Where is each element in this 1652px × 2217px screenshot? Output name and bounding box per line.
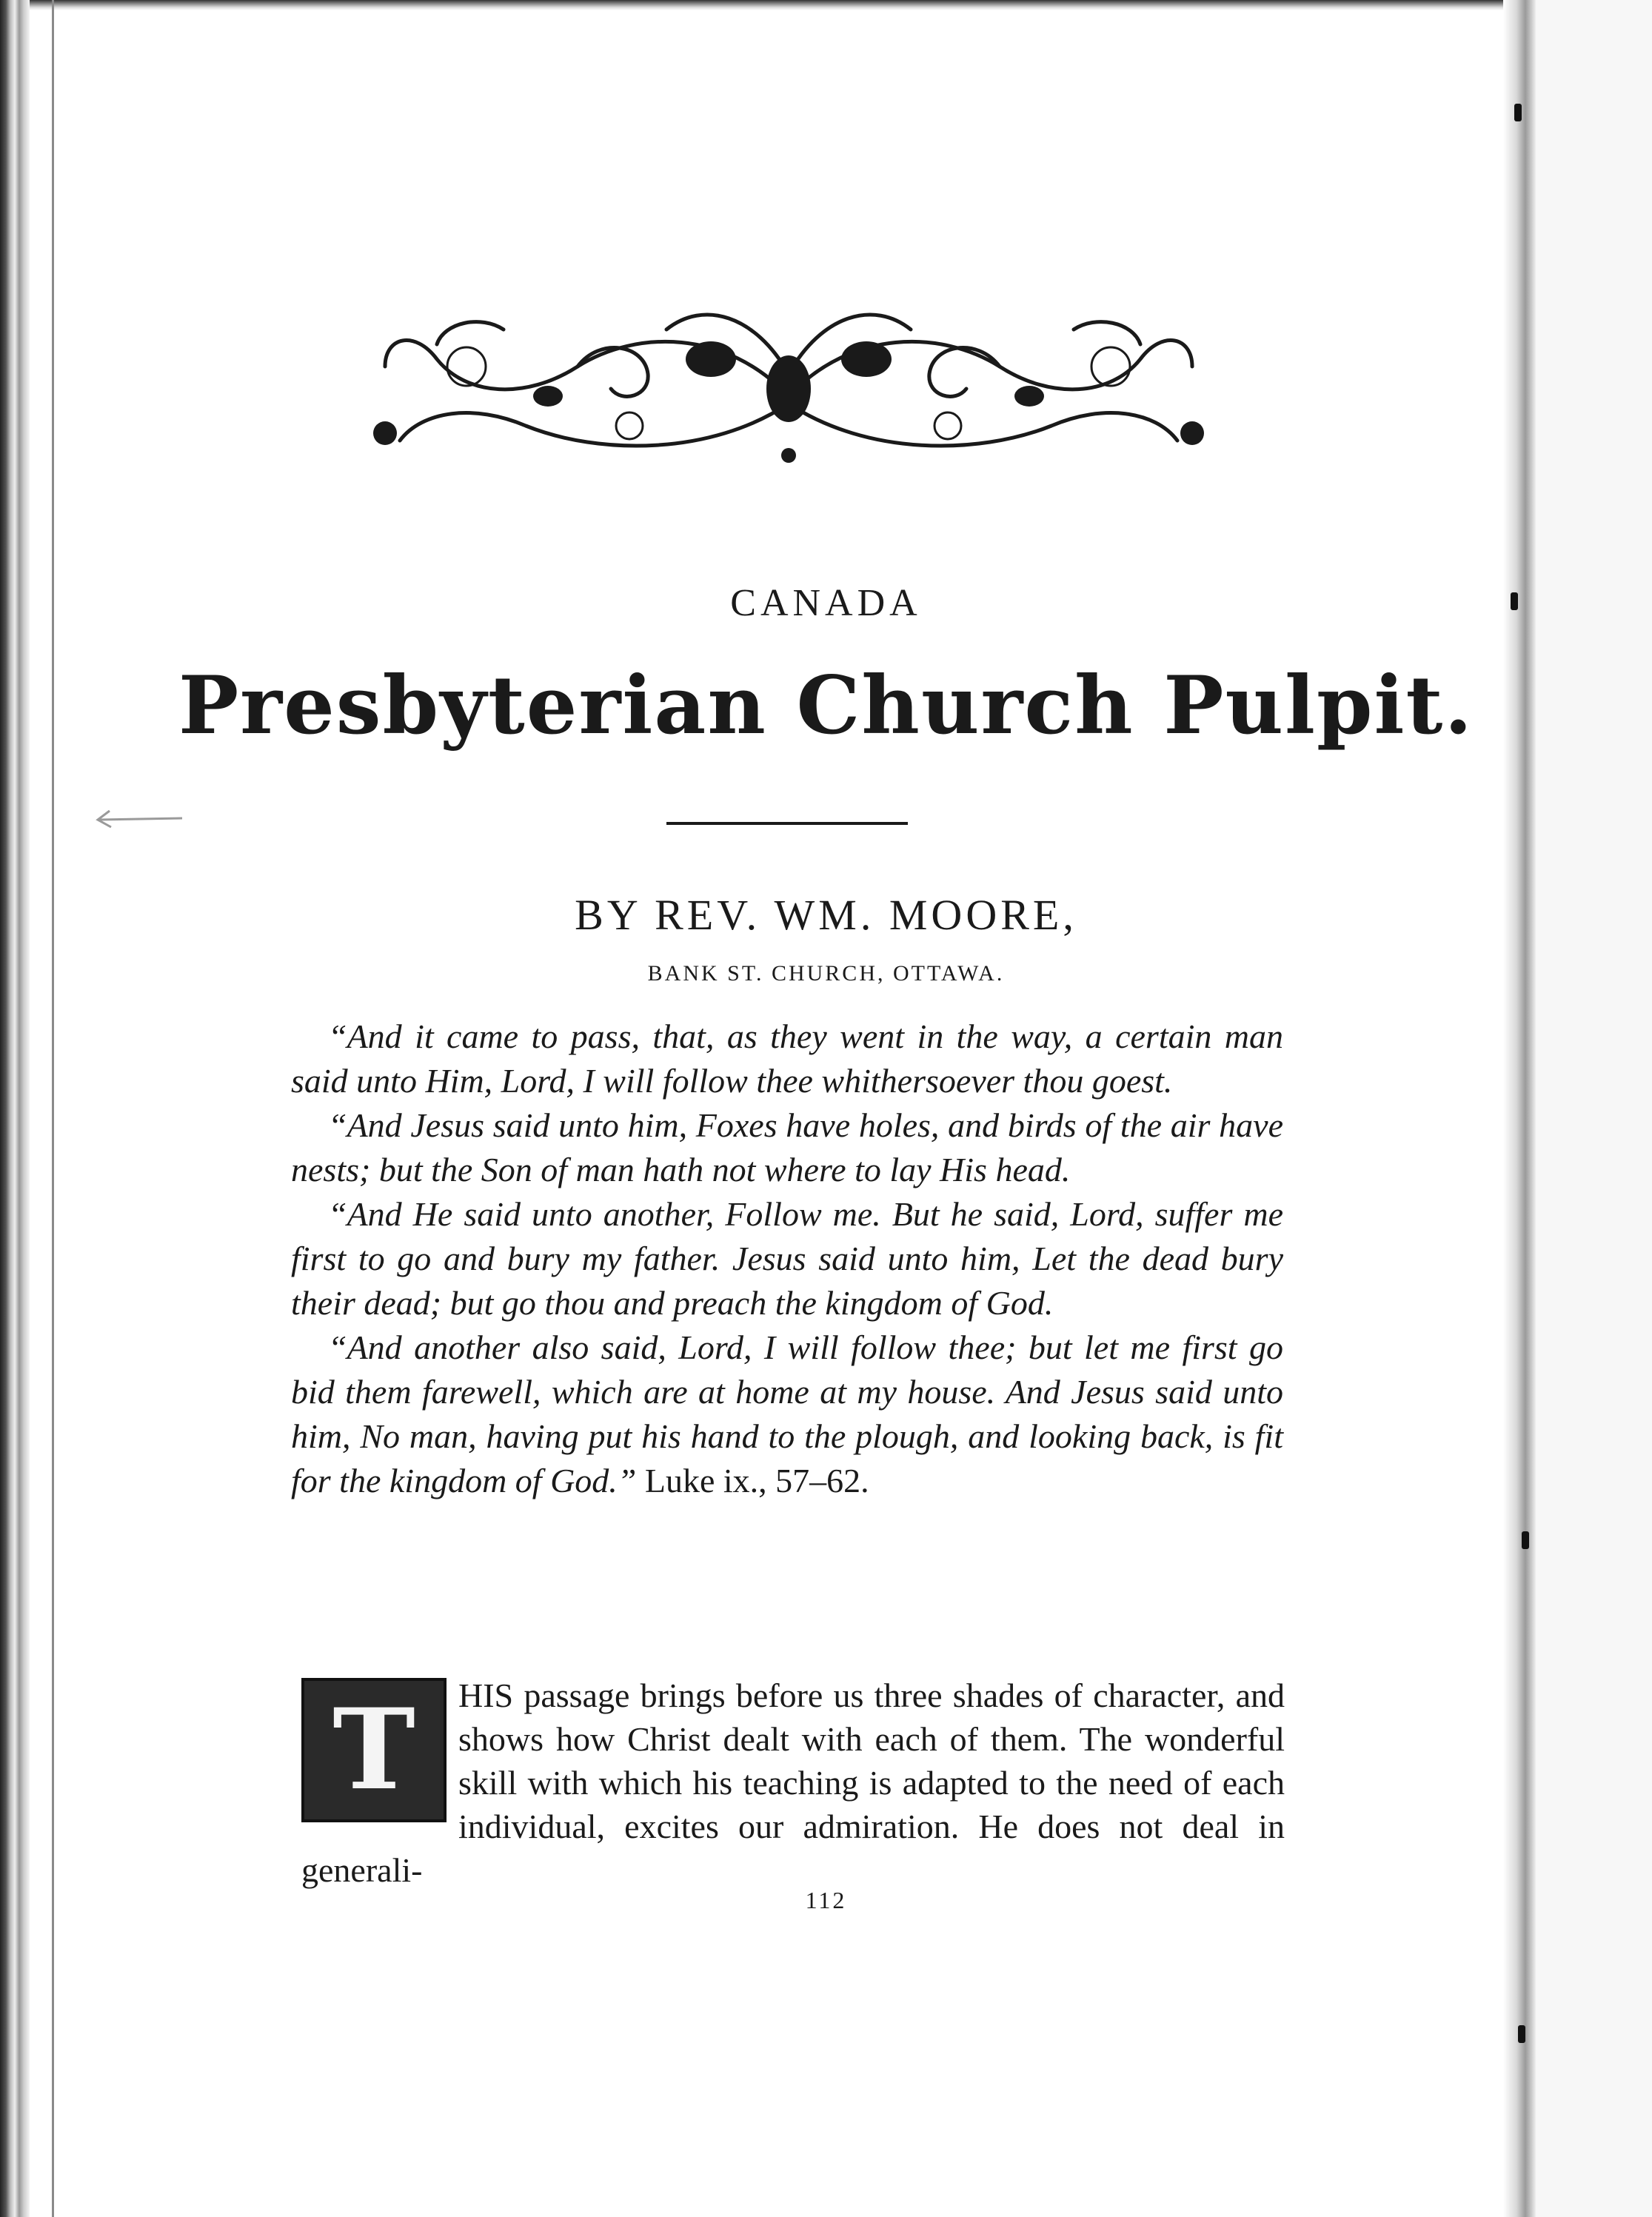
sermon-body-paragraph: [301, 1673, 1285, 1892]
author-byline: BY REV. WM. MOORE,: [575, 891, 1077, 939]
binding-stitch: [1514, 104, 1522, 121]
page-number: 112: [805, 1887, 847, 1913]
right-gutter-shadow: [1503, 0, 1536, 2217]
church-location: BANK ST. CHURCH, OTTAWA.: [647, 961, 1005, 986]
scripture-verse: [291, 1325, 1283, 1503]
page-top-edge: [0, 0, 1511, 10]
left-margin-line: [52, 0, 54, 2217]
scripture-passage: [291, 1014, 1283, 1503]
scroll-ornament: [355, 285, 1222, 470]
drop-cap: [301, 1678, 447, 1822]
title-divider: [666, 822, 908, 825]
left-binding-edge: [0, 0, 30, 2217]
scripture-verse: “And it came to pass, that, as they went in the way, a certain man said unto Him, Lord, I will follow thee whithersoever thou goest.: [291, 1017, 1283, 1100]
drop-cap-letter: T: [332, 1685, 415, 1815]
section-heading: CANADA: [730, 582, 922, 624]
scripture-verse: “And Jesus said unto him, Foxes have holes, and birds of the air have nests; but the Son of man hath not where to lay His head.: [291, 1106, 1283, 1188]
sermon-body-text: HIS passage brings before us three shades of character, and shows how Christ dealt with each of them. The wonderful skill with which his teaching is adapted to the need of each individual, excites our admiration. He does not deal in generali-: [301, 1676, 1285, 1889]
scripture-reference: Luke ix., 57–62.: [644, 1462, 869, 1499]
page-title: Presbyterian Church Pulpit.: [178, 659, 1474, 752]
binding-stitch: [1522, 1531, 1529, 1549]
adjacent-page-edge: [1536, 0, 1652, 2217]
scripture-verse: “And He said unto another, Follow me. But he said, Lord, suffer me first to go and bury my father. Jesus said unto him, Let the dead bury their dead; but go thou and preach the kingdom of God.: [291, 1195, 1283, 1322]
binding-stitch: [1518, 2025, 1525, 2043]
pencil-arrow-mark: [95, 803, 184, 833]
scripture-verse-text: “And another also said, Lord, I will follow thee; but let me first go bid them farewell, which are at home at my house. And Jesus said unto him, No man, having put his hand to the plough, and looking back, is fit for the kingdom of God.”: [291, 1328, 1283, 1499]
